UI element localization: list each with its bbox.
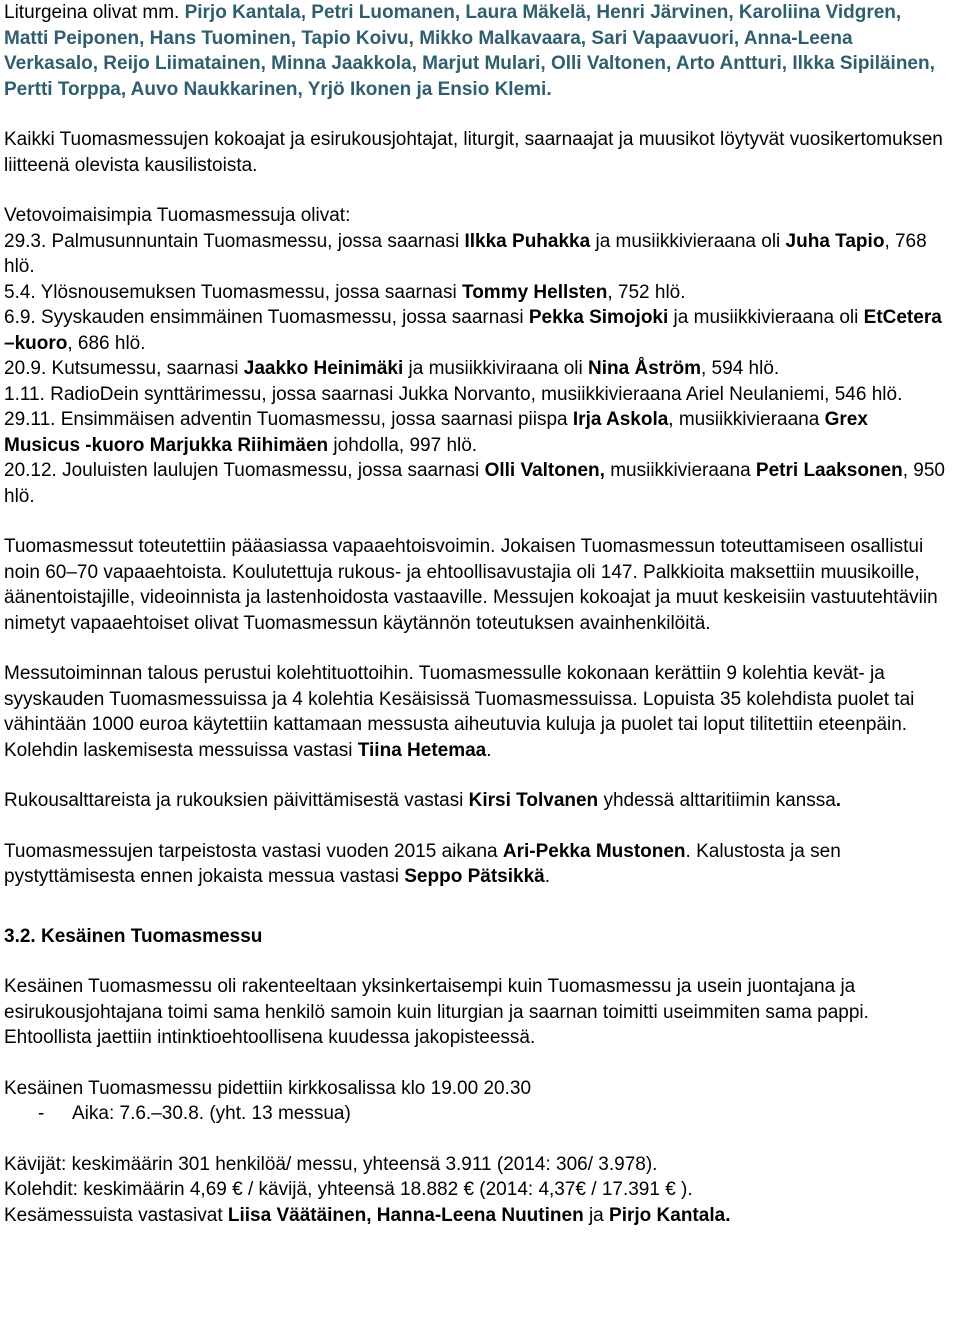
summer-mass-time-paragraph: Kesäinen Tuomasmessu pidettiin kirkkosalissa klo 19.00 20.30 <box>4 1077 532 1099</box>
attendance-text: johdolla, 997 hlö. <box>328 434 478 456</box>
prayer-altars-paragraph <box>4 788 948 814</box>
organizers-paragraph: Kaikki Tuomasmessujen kokoajat ja esirukousjohtajat, liturgit, saarnaajat ja muusikot löytyvät vuosikertomuksen liitteenä olevista kausilistoista. <box>4 129 943 176</box>
collections-paragraph: Kolehdit: keskimäärin 4,69 € / kävijä, yhteensä 18.882 € (2014: 4,37€ / 17.391 € ). <box>4 1179 693 1200</box>
popular-mass-entry <box>4 458 948 509</box>
preacher-name: Pekka Simojoki <box>528 307 669 328</box>
music-guest-name: EtCetera –kuoro <box>4 307 942 354</box>
props-text: Tuomasmessujen tarpeistosta vastasi vuoden 2015 aikana <box>4 840 503 862</box>
section-number: 3.2. <box>4 925 36 947</box>
furniture-responsible-name: Seppo Pätsikkä <box>404 866 545 887</box>
finance-paragraph <box>4 661 948 763</box>
attendance-text: , 752 hlö. <box>607 281 686 303</box>
entry-text: 29.3. Palmusunnuntain Tuomasmessu, jossa saarnasi <box>4 230 465 252</box>
entry-text: 20.12. Jouluisten laulujen Tuomasmessu, jossa saarnasi <box>4 460 485 481</box>
popular-mass-entry <box>4 280 948 306</box>
music-guest-name: Grex Musicus -kuoro Marjukka Riihimäen <box>4 409 868 456</box>
props-text: . Kalustosta ja sen pystyttämisesta ennen jokaista messua vastasi <box>4 840 841 887</box>
props-text-end: . <box>544 866 550 887</box>
attendance-paragraph: Kävijät: keskimäärin 301 henkilöä/ messu, yhteensä 3.911 (2014: 306/ 3.978). <box>4 1153 658 1175</box>
entry-text: musiikkivieraana <box>604 460 756 481</box>
popular-masses-heading: Vetovoimaisimpia Tuomasmessuja olivat: <box>4 205 351 226</box>
entry-text: 20.9. Kutsumessu, saarnasi <box>4 358 244 379</box>
popular-mass-entry <box>4 229 948 280</box>
props-responsible-name: Ari-Pekka Mustonen <box>502 840 686 862</box>
responsible-names: Liisa Väätäinen, Hanna-Leena Nuutinen <box>227 1204 584 1226</box>
prayer-responsible-name: Kirsi Tolvanen <box>468 790 599 811</box>
popular-mass-entry <box>4 382 948 408</box>
dash-bullet: - <box>38 1103 45 1124</box>
dates-list-item <box>4 1101 948 1127</box>
finance-text-end: . <box>486 739 492 761</box>
dates-text: Aika: 7.6.–30.8. (yht. 13 messua) <box>72 1103 351 1124</box>
entry-text: ja musiikkivieraana oli <box>590 230 786 252</box>
prayer-text: yhdessä alttaritiimin kanssa <box>598 790 836 811</box>
attendance-text: , 950 hlö. <box>4 460 945 507</box>
music-guest-name: Nina Åström <box>588 358 701 379</box>
collection-counter-name: Tiina Hetemaa <box>357 739 487 761</box>
props-paragraph <box>4 839 948 890</box>
music-guest-name: Juha Tapio <box>785 230 885 252</box>
entry-text: , musiikkivieraana <box>668 409 825 430</box>
preacher-name: Tommy Hellsten <box>462 281 608 303</box>
entry-text: ja musiikkivieraana oli <box>668 307 864 328</box>
preacher-name: Olli Valtonen, <box>484 460 605 481</box>
finance-text: Messutoiminnan talous perustui kolehtituottoihin. Tuomasmessulle kokonaan kerättiin 9 kolehtia kevät- ja syyskauden Tuomasmessuissa ja 4 kolehtia Kesäisissä Tuomasmessuissa. Lopuista 35 kolehdista puolet tai vähintään 1000 euroa käytettiin kattamaan messusta aiheutuvia kuluja ja puolet tai loput tilitettiin eteenpäin. Kolehdin laskemisesta messuissa vastasi <box>4 663 915 761</box>
preacher-name: Irja Askola <box>572 409 669 430</box>
popular-mass-entry <box>4 407 948 458</box>
music-guest-name: Petri Laaksonen <box>755 460 903 481</box>
entry-text: 5.4. Ylösnousemuksen Tuomasmessu, jossa saarnasi <box>4 281 462 303</box>
entry-text: 29.11. Ensimmäisen adventin Tuomasmessu, jossa saarnasi piispa <box>4 409 573 430</box>
entry-text: ja musiikkiviraana oli <box>403 358 589 379</box>
section-heading <box>4 924 948 950</box>
responsible-text: Kesämessuista vastasivat <box>4 1204 228 1226</box>
responsible-text-end: . <box>725 1204 731 1226</box>
summer-responsible-paragraph <box>4 1203 948 1229</box>
liturgists-paragraph <box>4 0 948 102</box>
attendance-text: , 686 hlö. <box>67 332 146 354</box>
preacher-name: Ilkka Puhakka <box>464 230 591 252</box>
prayer-text: Rukousalttareista ja rukouksien päivittämisestä vastasi <box>4 790 469 811</box>
liturgist-names: Pirjo Kantala, Petri Luomanen, Laura Mäkelä, Henri Järvinen, Karoliina Vidgren, Matti Peiponen, Hans Tuominen, Tapio Koivu, Mikko Malkavaara, Sari Vapaavuori, Anna-Leena Verkasalo, Reijo Liimatainen, Minna Jaakkola, Marjut Mulari, Olli Valtonen, Arto Antturi, Ilkka Sipiläinen, Pertti Torppa, Auvo Naukkarinen, Yrjö Ikonen ja Ensio Klemi. <box>4 2 935 100</box>
attendance-text: , 594 hlö. <box>701 358 780 379</box>
section-title: Kesäinen Tuomasmessu <box>40 925 263 947</box>
preacher-name: Jaakko Heinimäki <box>243 358 404 379</box>
volunteers-paragraph: Tuomasmessut toteutettiin pääasiassa vapaaehtoisvoimin. Jokaisen Tuomasmessun toteuttamiseen osallistui noin 60–70 vapaaehtoista. Koulutettuja rukous- ja ehtoollisavustajia oli 147. Palkkioita maksettiin muusikoille, äänentoistajille, videoinnista ja lastenhoidosta vastaaville. Messujen kokoajat ja muut keskeisiin vastuutehtäviin nimetyt vapaaehtoiset olivat Tuomasmessun käytännön toteutuksen avainhenkilöitä. <box>4 536 938 634</box>
responsible-name: Pirjo Kantala <box>609 1204 726 1226</box>
summer-mass-paragraph: Kesäinen Tuomasmessu oli rakenteeltaan yksinkertaisempi kuin Tuomasmessu ja usein juontajana ja esirukousjohtajana toimi sama henkilö samoin kuin liturgian ja saarnan toimitti useimmiten sama pappi. Ehtoollista jaettiin intinktioehtoollisena kuudessa jakopisteessä. <box>4 976 869 1048</box>
entry-text: 6.9. Syyskauden ensimmäinen Tuomasmessu, jossa saarnasi <box>4 307 529 328</box>
entry-text: 1.11. RadioDein synttärimessu, jossa saarnasi Jukka Norvanto, musiikkivieraana Ariel Neulaniemi, 546 hlö. <box>4 383 903 405</box>
popular-mass-entry <box>4 356 948 382</box>
prayer-text-end: . <box>835 790 842 811</box>
attendance-text: , 768 hlö. <box>4 230 927 277</box>
intro-text: Liturgeina olivat mm. <box>4 2 185 23</box>
popular-mass-entry <box>4 305 948 356</box>
responsible-text: ja <box>583 1204 610 1226</box>
